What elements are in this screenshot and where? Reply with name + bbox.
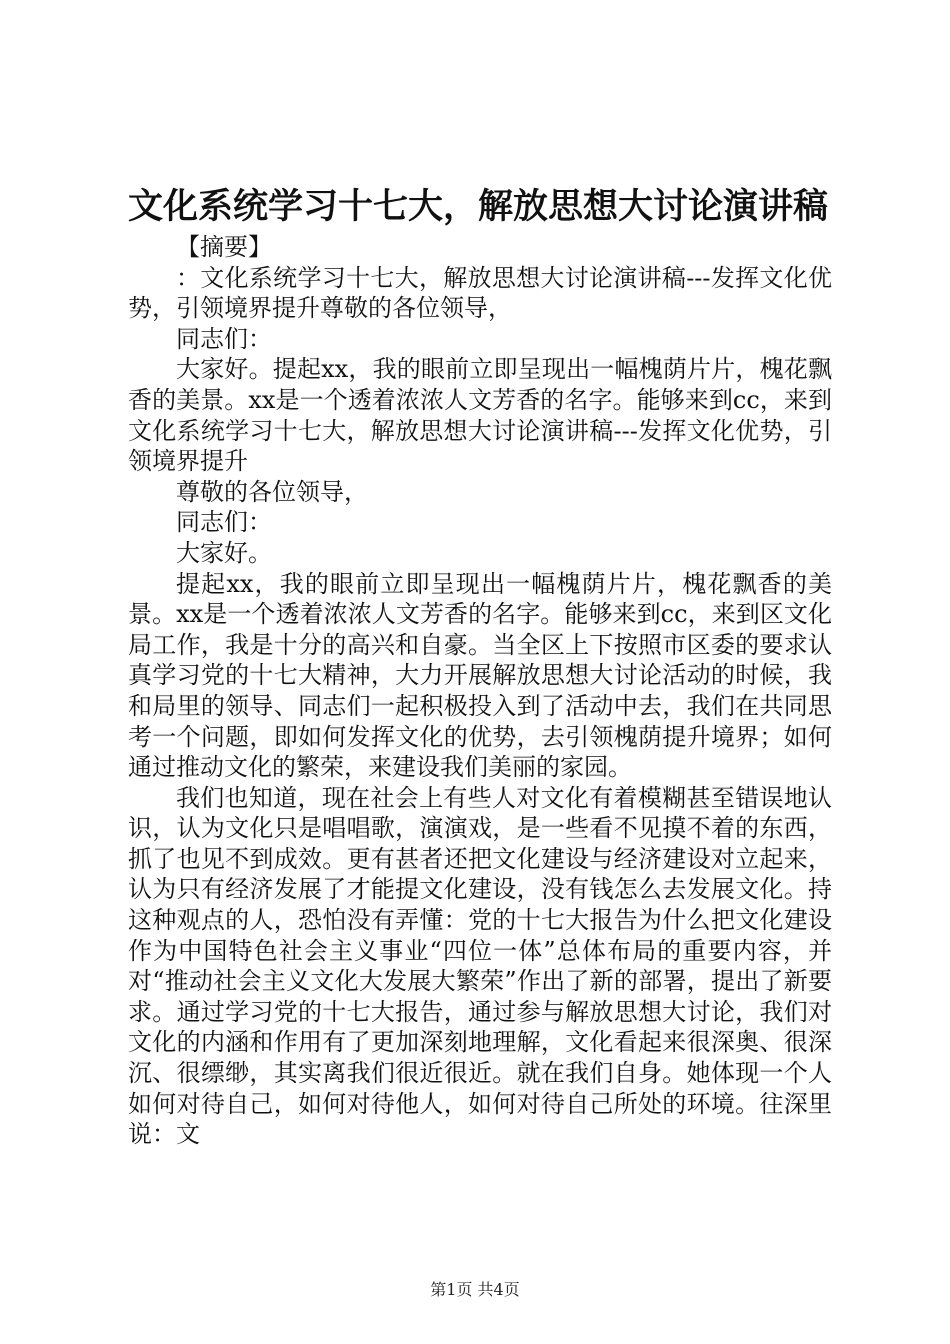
page-number-footer: 第1页 共4页 — [430, 1280, 520, 1299]
paragraph: ：文化系统学习十七大，解放思想大讨论演讲稿---发挥文化优势，引领境界提升尊敬的各位领导， — [128, 263, 832, 323]
document-title: 文化系统学习十七大，解放思想大讨论演讲稿 — [128, 186, 829, 227]
paragraph: 提起xx，我的眼前立即呈现出一幅槐荫片片，槐花飘香的美景。xx是一个透着浓浓人文芳香的名字。能够来到cc，来到区文化局工作，我是十分的高兴和自豪。当全区上下按照市区委的要求认真学习党的十七大精神，大力开展解放思想大讨论活动的时候，我和局里的领导、同志们一起积极投入到了活动中去，我们在共同思考一个问题，即如何发挥文化的优势，去引领槐荫提升境界；如何通过推动文化的繁荣，来建设我们美丽的家园。 — [128, 569, 832, 782]
paragraph: 尊敬的各位领导， — [176, 477, 368, 506]
paragraph: 同志们： — [176, 508, 272, 537]
paragraph: 我们也知道，现在社会上有些人对文化有着模糊甚至错误地认识，认为文化只是唱唱歌，演演戏，是一些看不见摸不着的东西，抓了也见不到成效。更有甚者还把文化建设与经济建设对立起来，认为只有经济发展了才能提文化建设，没有钱怎么去发展文化。持这种观点的人，恐怕没有弄懂：党的十七大报告为什么把文化建设作为中国特色社会主义事业“四位一体”总体布局的重要内容，并对“推动社会主义文化大发展大繁荣”作出了新的部署，提出了新要求。通过学习党的十七大报告，通过参与解放思想大讨论，我们对文化的内涵和作用有了更加深刻地理解，文化看起来很深奥、很深沉、很缥缈，其实离我们很近很近。就在我们自身。她体现一个人如何对待自己，如何对待他人，如何对待自己所处的环境。往深里说：文 — [128, 783, 832, 1149]
paragraph: 同志们： — [176, 324, 272, 353]
document-body — [128, 232, 832, 1150]
paragraph: 大家好。 — [176, 538, 272, 567]
abstract-heading: 【摘要】 — [176, 233, 272, 261]
paragraph: 大家好。提起xx，我的眼前立即呈现出一幅槐荫片片，槐花飘香的美景。xx是一个透着浓浓人文芳香的名字。能够来到cc，来到文化系统学习十七大，解放思想大讨论演讲稿---发挥文化优势，引领境界提升 — [128, 355, 832, 476]
